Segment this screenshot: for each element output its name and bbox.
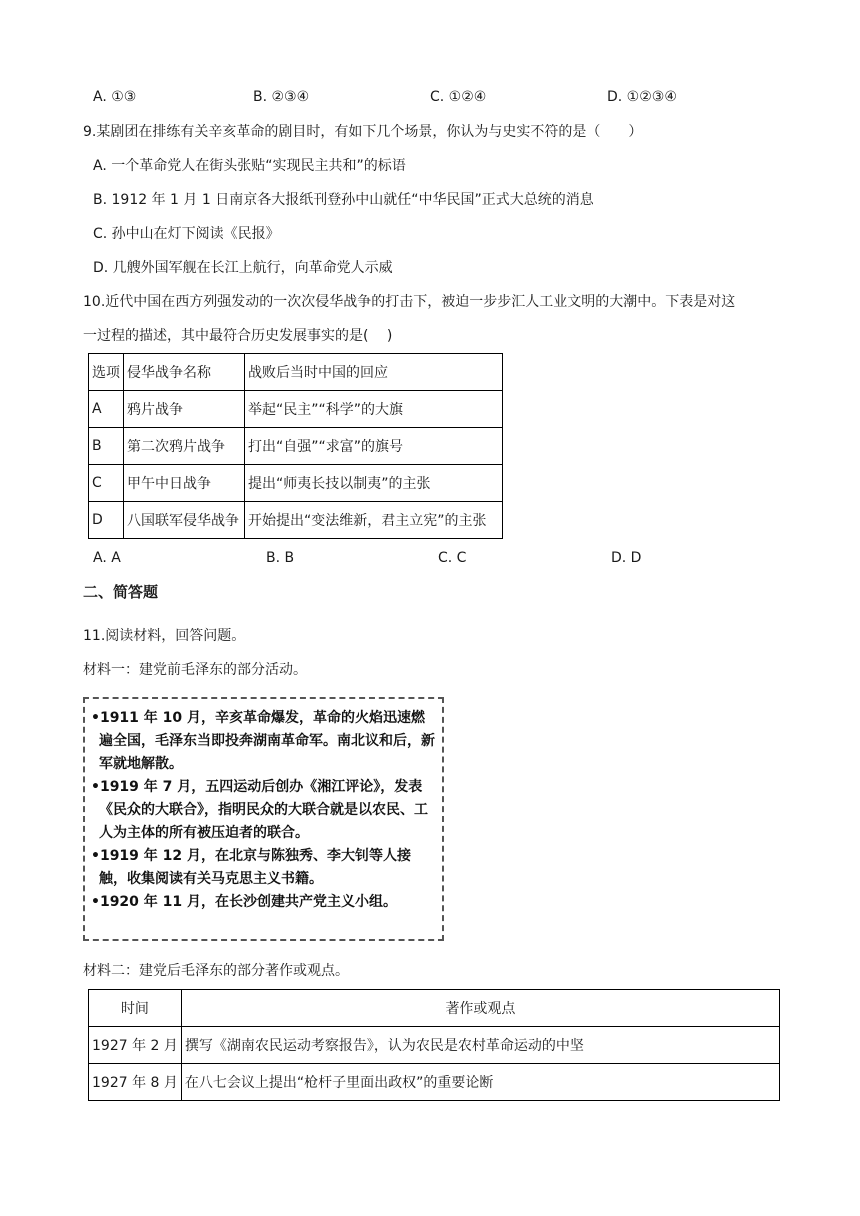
section-title: 二、简答题	[83, 583, 159, 601]
q9-option-b: B. 1912 年 1 月 1 日南京各大报纸刊登孙中山就任“中华民国”正式大总统的消息	[93, 192, 594, 208]
table-cell: C	[89, 465, 124, 502]
table-cell: 八国联军侵华战争	[124, 502, 245, 539]
table-row	[89, 502, 503, 539]
q9-stem: 9.某剧团在排练有关辛亥革命的剧目时，有如下几个场景，你认为与史实不符的是（ ）	[83, 124, 643, 140]
q9-option-c: C. 孙中山在灯下阅读《民报》	[93, 226, 280, 242]
table-cell: 提出“师夷长技以制夷”的主张	[245, 465, 503, 502]
table-cell: 举起“民主”“科学”的大旗	[245, 391, 503, 428]
q8-option-d: D. ①②③④	[607, 89, 677, 105]
table-header-cell: 时间	[89, 990, 182, 1027]
q10-stem-line1: 10.近代中国在西方列强发动的一次次侵华战争的打击下，被迫一步步汇人工业文明的大潮中。下表是对这	[83, 294, 736, 310]
q10-option-d: D. D	[611, 550, 642, 566]
table-header-cell: 选项	[89, 354, 124, 391]
table-cell: 在八七会议上提出“枪杆子里面出政权”的重要论断	[181, 1064, 779, 1101]
q9-option-a: A. 一个革命党人在街头张贴“实现民主共和”的标语	[93, 158, 406, 174]
q10-table	[88, 353, 503, 539]
material2-table	[88, 989, 780, 1101]
q8-option-a: A. ①③	[93, 89, 137, 105]
table-cell: 1927 年 2 月	[89, 1027, 182, 1064]
material1-item: •1920 年 11 月，在长沙创建共产党主义小组。	[91, 894, 398, 910]
q10-stem-line2: 一过程的描述，其中最符合历史发展事实的是( )	[83, 328, 393, 344]
table-cell: 甲午中日战争	[124, 465, 245, 502]
table-cell: 打出“自强”“求富”的旗号	[245, 428, 503, 465]
q10-option-c: C. C	[438, 550, 467, 566]
q10-option-a: A. A	[93, 550, 121, 566]
material2-title: 材料二：建党后毛泽东的部分著作或观点。	[83, 963, 349, 979]
material1-item: •1919 年 7 月，五四运动后创办《湘江评论》，发表《民众的大联合》，指明民众的大联合就是以农民、工人为主体的所有被压迫者的联合。	[91, 779, 428, 841]
material1-item: •1919 年 12 月，在北京与陈独秀、李大钊等人接触，收集阅读有关马克思主义书籍。	[91, 848, 412, 887]
table-header-cell: 侵华战争名称	[124, 354, 245, 391]
table-cell: A	[89, 391, 124, 428]
q9-option-d: D. 几艘外国军舰在长江上航行，向革命党人示威	[93, 260, 393, 276]
q8-option-b: B. ②③④	[253, 89, 310, 105]
q8-option-c: C. ①②④	[430, 89, 487, 105]
table-cell: 1927 年 8 月	[89, 1064, 182, 1101]
table-row	[89, 354, 503, 391]
table-row	[89, 1027, 780, 1064]
table-header-cell: 著作或观点	[181, 990, 779, 1027]
q10-option-b: B. B	[266, 550, 295, 566]
table-cell: 开始提出“变法维新，君主立宪”的主张	[245, 502, 503, 539]
table-row	[89, 1064, 780, 1101]
table-row	[89, 465, 503, 502]
table-cell: 鸦片战争	[124, 391, 245, 428]
table-cell: 第二次鸦片战争	[124, 428, 245, 465]
table-row	[89, 990, 780, 1027]
table-cell: B	[89, 428, 124, 465]
table-cell: 撰写《湖南农民运动考察报告》，认为农民是农村革命运动的中坚	[181, 1027, 779, 1064]
table-cell: D	[89, 502, 124, 539]
q11-stem: 11.阅读材料，回答问题。	[83, 628, 246, 644]
material1-box	[83, 697, 444, 941]
table-header-cell: 战败后当时中国的回应	[245, 354, 503, 391]
material1-item: •1911 年 10 月，辛亥革命爆发，革命的火焰迅速燃遍全国，毛泽东当即投奔湖南革命军。南北议和后，新军就地解散。	[91, 710, 435, 772]
table-row	[89, 391, 503, 428]
material1-title: 材料一：建党前毛泽东的部分活动。	[83, 662, 307, 678]
table-row	[89, 428, 503, 465]
